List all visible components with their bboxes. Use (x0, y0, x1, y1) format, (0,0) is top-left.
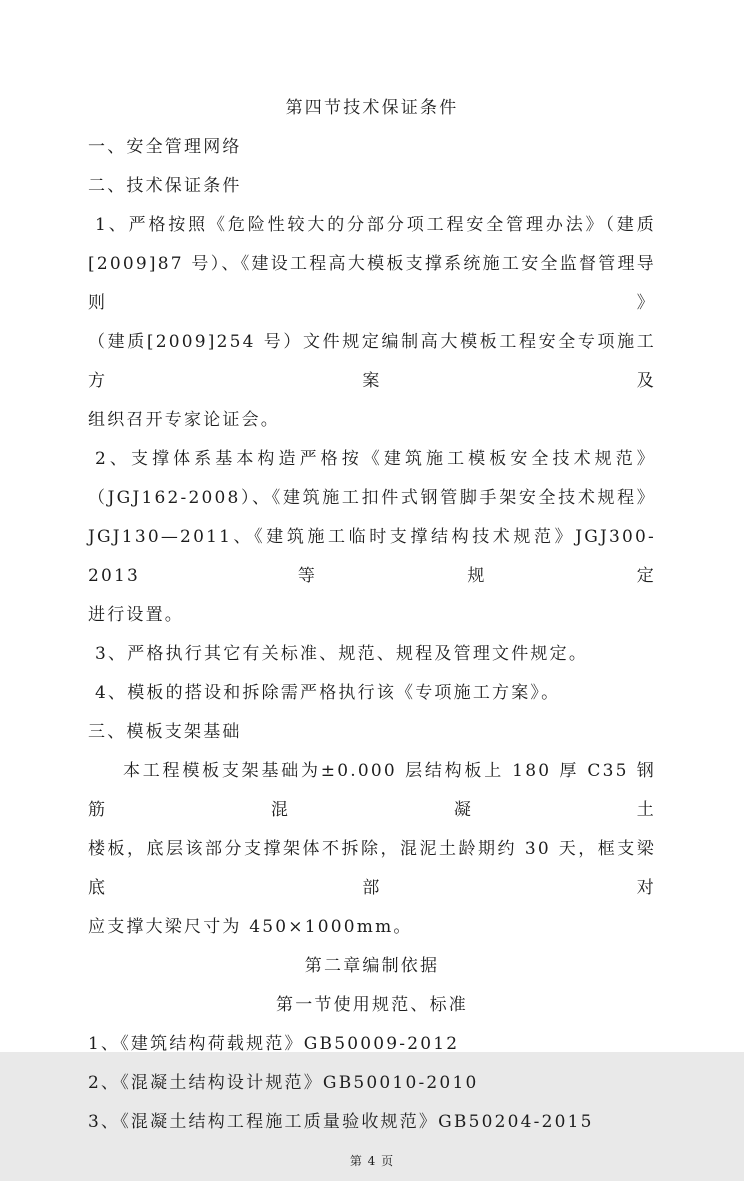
page-number: 第 4 页 (349, 1154, 395, 1168)
heading-tech-guarantee: 二、技术保证条件 (88, 176, 242, 196)
para2-line1: 2、支撑体系基本构造严格按《建筑施工模板安全技术规范》 (95, 449, 656, 469)
para1-line4: 组织召开专家论证会。 (88, 410, 280, 430)
para2-line4: 进行设置。 (88, 605, 184, 625)
heading-formwork-foundation: 三、模板支架基础 (88, 722, 242, 742)
item-3: 3、严格执行其它有关标准、规范、规程及管理文件规定。 (95, 644, 589, 664)
standard-item-3: 3、《混凝土结构工程施工质量验收规范》GB50204-2015 (88, 1112, 594, 1132)
para1-line1: 1、严格按照《危险性较大的分部分项工程安全管理办法》（建质 (95, 215, 656, 235)
chapter2-title: 第二章编制依据 (304, 956, 440, 976)
para3-line2: 楼板，底层该部分支撑架体不拆除，混泥土龄期约 30 天，框支梁底部对 (88, 839, 656, 898)
para1-line2: [2009]87 号）、《建设工程高大模板支撑系统施工安全监督管理导则》 (88, 254, 656, 313)
section1-title: 第一节使用规范、标准 (276, 995, 468, 1015)
para2-line3: JGJ130—2011、《建筑施工临时支撑结构技术规范》JGJ300-2013 等规定 (88, 527, 656, 586)
heading-safety-network: 一、安全管理网络 (88, 137, 242, 157)
standard-item-1: 1、《建筑结构荷载规范》GB50009-2012 (88, 1034, 460, 1054)
para3-line1: 本工程模板支架基础为±0.000 层结构板上 180 厚 C35 钢筋混凝土 (88, 761, 656, 820)
para3-line3: 应支撑大梁尺寸为 450×1000mm。 (88, 917, 413, 937)
para1-line3: （建质[2009]254 号）文件规定编制高大模板工程安全专项施工方案及 (88, 332, 656, 391)
item-4: 4、模板的搭设和拆除需严格执行该《专项施工方案》。 (95, 683, 561, 703)
section4-title: 第四节技术保证条件 (285, 98, 459, 118)
para2-line2: （JGJ162-2008）、《建筑施工扣件式钢管脚手架安全技术规程》 (88, 488, 656, 508)
standard-item-2: 2、《混凝土结构设计规范》GB50010-2010 (88, 1073, 479, 1093)
